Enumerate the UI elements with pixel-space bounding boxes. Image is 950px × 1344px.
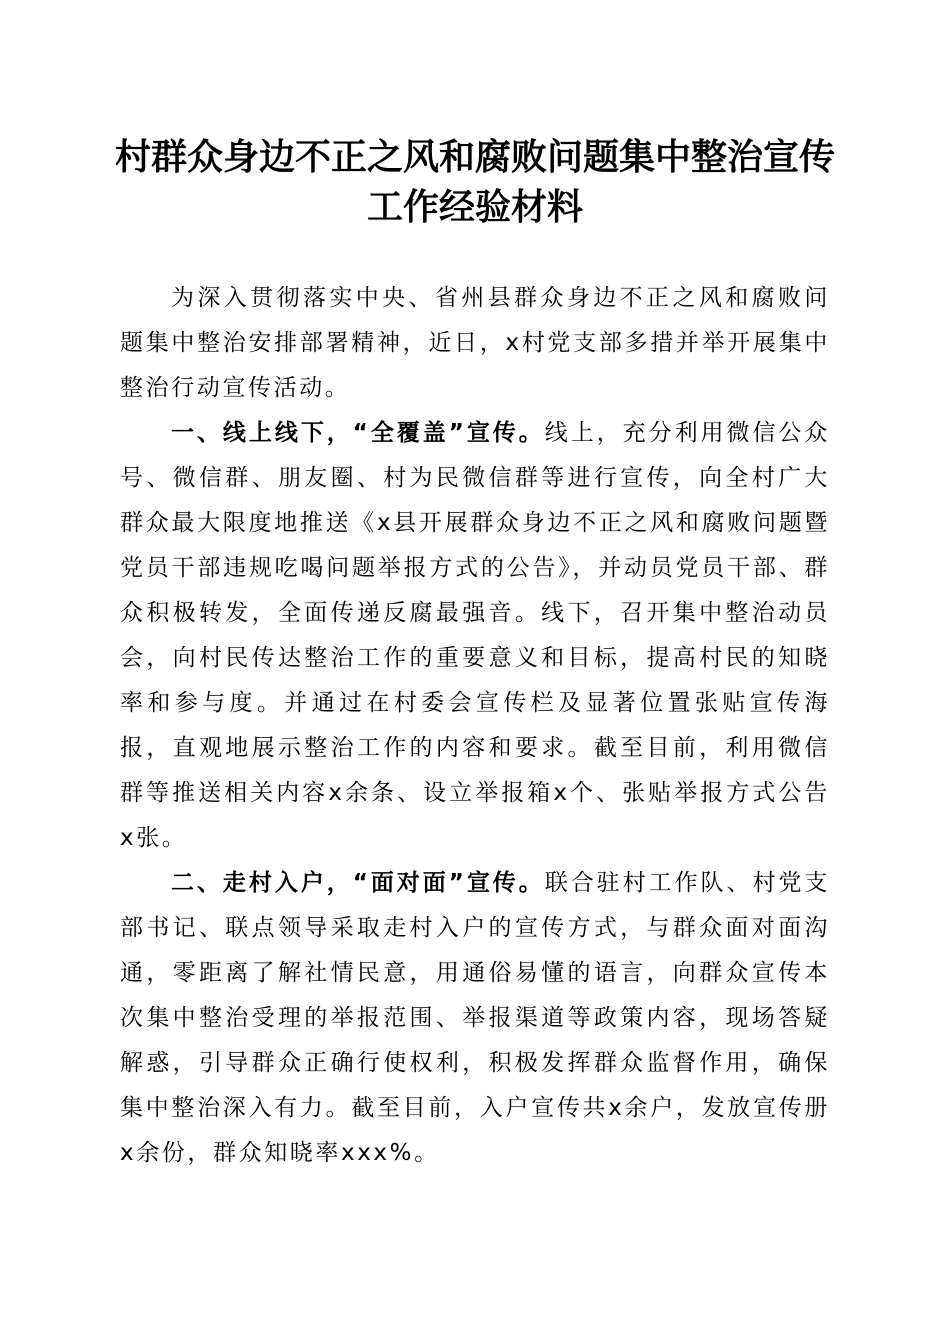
section-heading-2: 二、走村入户，“面对面”宣传。 xyxy=(171,870,545,896)
paragraph-text: 为深入贯彻落实中央、省州县群众身边不正之风和腐败问题集中整治安排部署精神，近日，x村党支部多措并举开展集中整治行动宣传活动。 xyxy=(120,285,830,401)
paragraph-intro xyxy=(120,276,830,411)
paragraph-text: 线上，充分利用微信公众号、微信群、朋友圈、村为民微信群等进行宣传，向全村广大群众最大限度地推送《x县开展群众身边不正之风和腐败问题暨党员干部违规吃喝问题举报方式的公告》，并动员党员干部、群众积极转发，全面传递反腐最强音。线下，召开集中整治动员会，向村民传达整治工作的重要意义和目标，提高村民的知晓率和参与度。并通过在村委会宣传栏及显著位置张贴宣传海报，直观地展示整治工作的内容和要求。截至目前，利用微信群等推送相关内容x余条、设立举报箱x个、张贴举报方式公告x张。 xyxy=(120,420,830,851)
paragraph-text: 联合驻村工作队、村党支部书记、联点领导采取走村入户的宣传方式，与群众面对面沟通，零距离了解社情民意，用通俗易懂的语言，向群众宣传本次集中整治受理的举报范围、举报渠道等政策内容，现场答疑解惑，引导群众正确行使权利，积极发挥群众监督作用，确保集中整治深入有力。截至目前，入户宣传共x余户，发放宣传册x余份，群众知晓率xxx%。 xyxy=(120,870,830,1166)
document-title-line-1: 村群众身边不正之风和腐败问题集中整治宣传 xyxy=(114,136,835,178)
section-heading-1: 一、线上线下，“全覆盖”宣传。 xyxy=(171,420,545,446)
document-title-line-2: 工作经验材料 xyxy=(366,186,583,228)
paragraph-section-2 xyxy=(120,861,830,1176)
document-title xyxy=(100,132,850,232)
paragraph-section-1 xyxy=(120,411,830,861)
document-body xyxy=(120,276,830,1176)
